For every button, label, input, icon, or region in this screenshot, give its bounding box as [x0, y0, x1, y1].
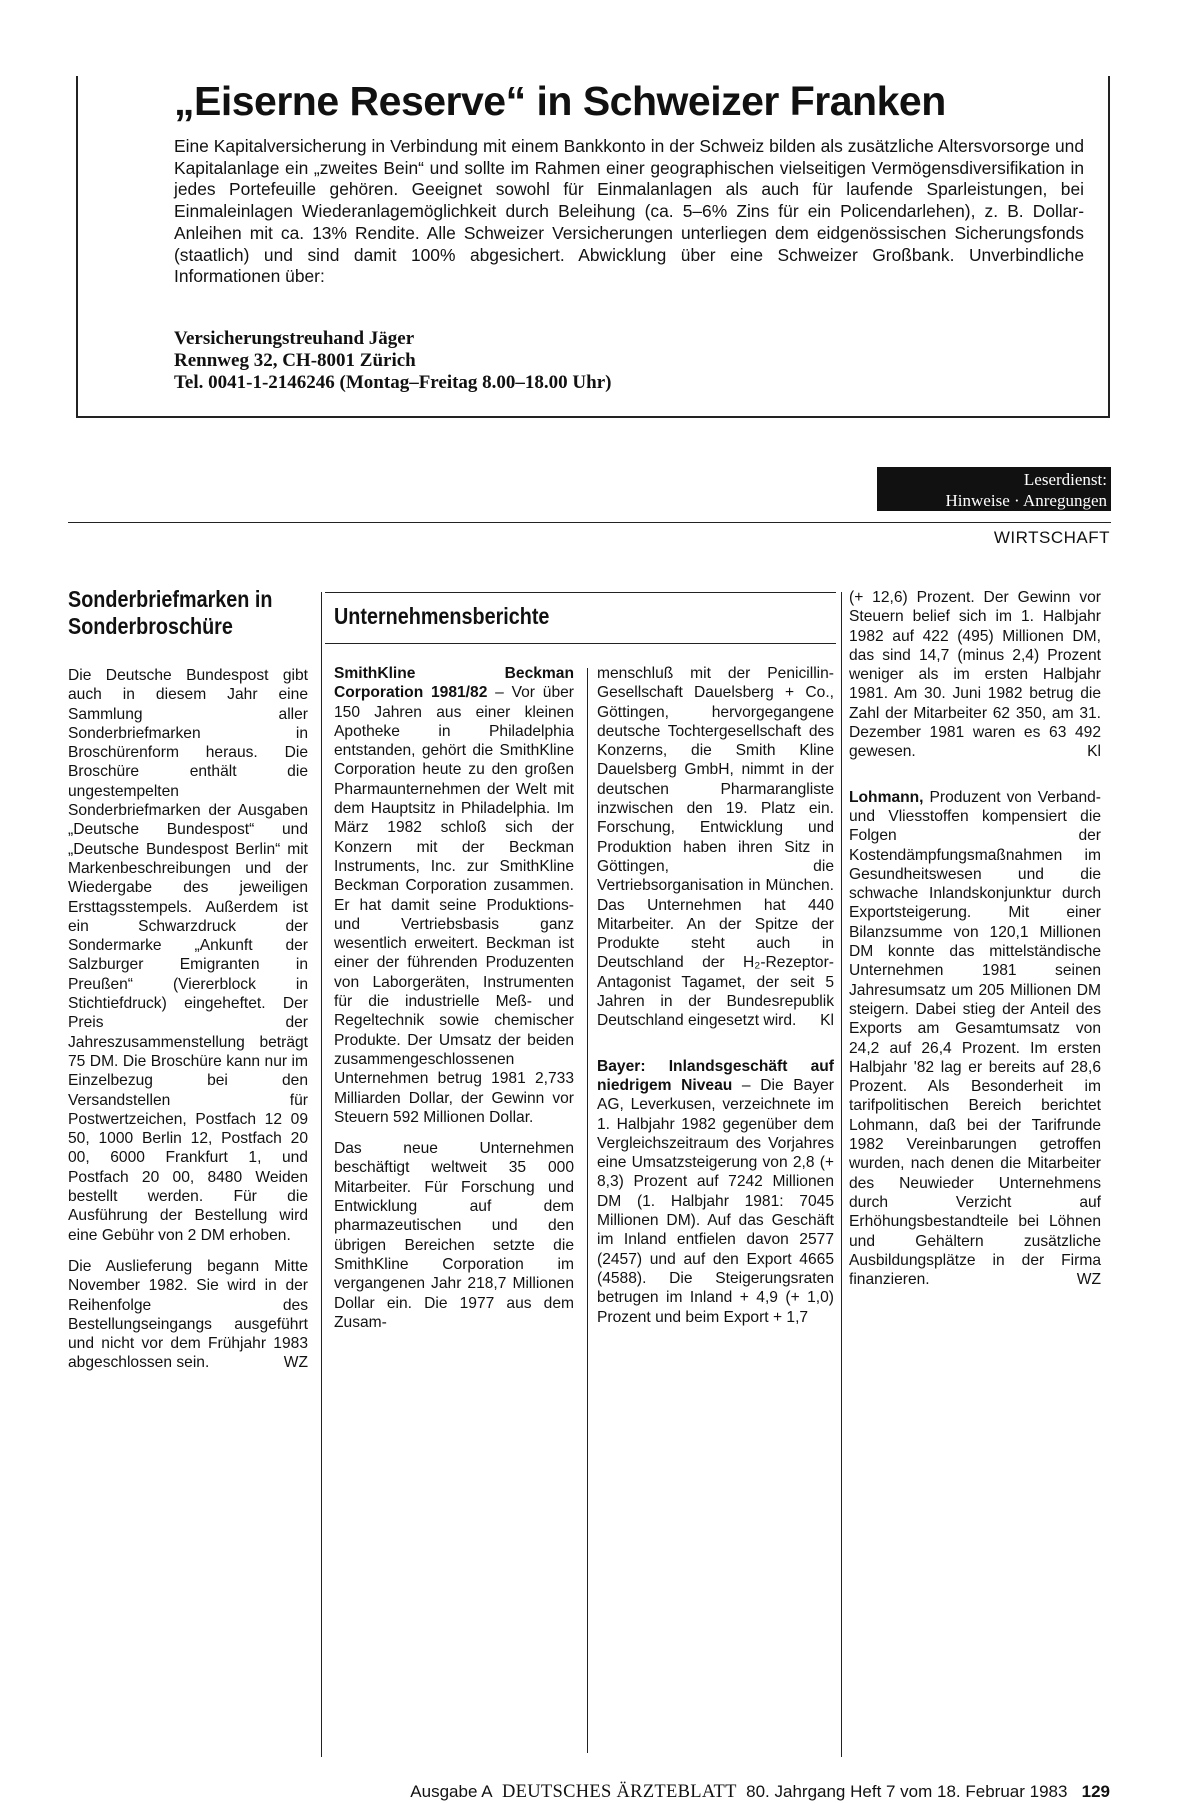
column-divider: [841, 592, 842, 1757]
ad-title: „Eiserne Reserve“ in Schweizer Franken: [174, 78, 946, 124]
col3-lead: Bayer: Inlandsgeschäft auf niedrigem Niveau: [597, 1057, 834, 1094]
author-signature: WZ: [1076, 1271, 1101, 1289]
col4-paragraph-2-text: Produzent von Verband- und Vliesstoffen kompensiert die Folgen der Kostendämpfungsmaßnahmen im Gesundheitswesen und die schwache Inlandskonjunktur durch Exportsteigerung. Mit einer Bilanzsumme von 120,1 Millionen DM konnte das mittelständische Unternehmen 1981 seinen Jahresumsatz um 205 Millionen DM steigern. Dabei stieg der Anteil des Exports am Gesamtumsatz von 24,2 auf 26,4 Prozent. Im ersten Halbjahr '82 lag er bereits auf 28,6 Prozent. Als Besonderheit im tarifpolitischen Bereich berichtet Lohmann, daß bei der Tarifrunde 1982 Vereinbarungen getroffen wurden, nach denen die Mitarbeiter des Neuwieder Unternehmens durch Verzicht auf Erhöhungsbestandteile bei Löhnen und Gehältern zusätzliche Ausbildungsplätze in der Firma finanzieren.: [849, 788, 1101, 1289]
ad-contact-phone: Tel. 0041-1-2146246 (Montag–Freitag 8.00–18.00 Uhr): [174, 372, 612, 393]
col1-paragraph-2: [68, 1257, 308, 1373]
col4-paragraph-1: [849, 588, 1101, 762]
col1-paragraph-2-text: Die Auslieferung begann Mitte November 1982. Sie wird in der Reihenfolge des Bestellungseingangs ausgeführt und nicht vor dem Frühjahr 1983 abgeschlossen sein.: [68, 1257, 308, 1372]
col4-paragraph-2: [849, 788, 1101, 1290]
col4-lead: Lohmann,: [849, 788, 924, 806]
section-rule-bottom: [325, 643, 836, 644]
column-1: [68, 666, 308, 1385]
author-signature: Kl: [820, 1012, 834, 1030]
column-divider: [587, 668, 588, 1753]
footer-edition: Ausgabe A: [410, 1782, 493, 1801]
section-label: WIRTSCHAFT: [993, 528, 1110, 547]
col2-paragraph-1-text: – Vor über 150 Jahren aus einer kleinen Apotheke in Philadelphia entstanden, gehört die SmithKline Corporation heute zu den großen Pharmaunternehmen der Welt mit dem Hauptsitz in Philadelphia. Im März 1982 schloß sich der Konzern mit der Beckman Instruments, Inc. zur SmithKline Beckman Corporation zusammen. Er hat damit seine Produktions- und Vertriebsbasis ganz wesentlich erweitert. Beckman ist einer der führenden Produzenten von Laborgeräten, Instrumenten für die industrielle Meß- und Regeltechnik sowie chemischer Produkte. Der Umsatz der beiden zusammengeschlossenen Unternehmen betrug 1981 2,733 Milliarden Dollar, der Gewinn vor Steuern 592 Millionen Dollar.: [334, 684, 574, 1126]
ad-contact-name: Versicherungstreuhand Jäger: [174, 328, 415, 349]
section-rule-top: [325, 592, 836, 593]
column-divider: [321, 592, 322, 1757]
leserdienst-line1: Leserdienst:: [1023, 470, 1107, 489]
column-4: [849, 588, 1101, 1301]
article-heading-sonderbriefmarken: Sonderbriefmarken in Sonderbroschüre: [68, 586, 273, 639]
footer-magazine: DEUTSCHES ÄRZTEBLATT: [502, 1782, 737, 1802]
footer-issue: 80. Jahrgang Heft 7 vom 18. Februar 1983: [746, 1782, 1068, 1801]
ad-body-text: Eine Kapitalversicherung in Verbindung mit einem Bankkonto in der Schweiz bilden als zusätzliche Altersvorsorge und Kapitalanlage ein „zweites Bein“ und sollte im Rahmen einer geographischen vielseitigen Vermögensdiversifikation in jedes Portefeuille gehören. Geeignet sowohl für Einmalanlagen als auch für laufende Sparleistungen, bei Einmaleinlagen Wiederanlagemöglichkeit durch Beleihung (ca. 5–6% Zins für ein Policendarlehen), z. B. Dollar-Anleihen mit ca. 13% Rendite. Alle Schweizer Versicherungen unterliegen dem eidgenössischen Sicherungsfonds (staatlich) und sind damit 100% abgesichert. Abwicklung über eine Schweizer Großbank. Unverbindliche Informationen über:: [174, 136, 1084, 287]
col3-paragraph-2: [597, 1057, 834, 1327]
leserdienst-line2: Hinweise · Anregungen: [945, 491, 1107, 510]
page-footer: [270, 1781, 1110, 1803]
column-2: [334, 664, 574, 1344]
col2-lead: SmithKline Beckman Corporation 1981/82: [334, 665, 574, 702]
col3-paragraph-1-text: menschluß mit der Penicillin-Gesellschaft Dauelsberg + Co., Göttingen, hervorgegangene deutsche Tochtergesellschaft des Konzerns, die Smith Kline Dauelsberg GmbH, nimmt in der deutschen Pharmarangliste inzwischen den 19. Platz ein. Forschung, Entwicklung und Produktion haben ihren Sitz in Göttingen, die Vertriebsorganisation in München. Das Unternehmen hat 440 Mitarbeiter. An der Spitze der Produkte steht auch in Deutschland der H₂-Rezeptor-Antagonist Tagamet, der seit 5 Jahren in der Bundesrepublik Deutschland eingesetzt wird.: [597, 665, 834, 1030]
author-signature: Kl: [1087, 743, 1101, 761]
section-heading: Unternehmensberichte: [334, 603, 550, 629]
horizontal-divider: [68, 522, 1111, 523]
ad-contact-address: Rennweg 32, CH-8001 Zürich: [174, 350, 416, 371]
author-signature: WZ: [283, 1354, 308, 1372]
col3-paragraph-2-text: – Die Bayer AG, Leverkusen, verzeichnete im 1. Halbjahr 1982 gegenüber dem Vergleichszeitraum des Vorjahres eine Umsatzsteigerung von 2,8 (+ 8,3) Prozent auf 7242 Millionen DM (1. Halbjahr 1981: 7045 Millionen DM). Auf das Geschäft im Inland entfielen davon 2577 (2457) und auf den Export 4665 (4588). Die Steigerungsraten betrugen im Inland + 4,9 (+ 1,0) Prozent und beim Export + 1,7: [597, 1076, 834, 1326]
leserdienst-label: [877, 467, 1111, 511]
page-number: 129: [1081, 1782, 1110, 1801]
col1-paragraph-1: Die Deutsche Bundespost gibt auch in diesem Jahr eine Sammlung aller Sonderbriefmarken in Broschürenform heraus. Die Broschüre enthält die ungestempelten Sonderbriefmarken der Ausgaben „Deutsche Bundespost“ und „Deutsche Bundespost Berlin“ mit Markenbeschreibungen und der Wiedergabe des jeweiligen Ersttagsstempels. Außerdem ist ein Schwarzdruck der Sondermarke „Ankunft der Salzburger Emigranten in Preußen“ (Viererblock in Stichtiefdruck) eingeheftet. Der Preis der Jahreszusammenstellung beträgt 75 DM. Die Broschüre kann nur im Einzelbezug bei den Versandstellen für Postwertzeichen, Postfach 12 09 50, 1000 Berlin 12, Postfach 20 00, 6000 Frankfurt 1, und Postfach 20 00, 8480 Weiden bestellt werden. Für die Ausführung der Bestellung wird eine Gebühr von 2 DM erhoben.: [68, 667, 308, 1244]
col2-paragraph-1: [334, 664, 574, 1127]
col3-paragraph-1: [597, 664, 834, 1031]
column-3: [597, 664, 834, 1339]
ad-contact-block: [174, 328, 1074, 394]
col2-paragraph-2: Das neue Unternehmen beschäftigt weltweit 35 000 Mitarbeiter. Für Forschung und Entwicklung auf dem pharmazeutischen und den übrigen Bereichen setzte die SmithKline Corporation im vergangenen Jahr 218,7 Millionen Dollar ein. Die 1977 aus dem Zusam-: [334, 1140, 574, 1331]
col4-paragraph-1-text: (+ 12,6) Prozent. Der Gewinn vor Steuern belief sich im 1. Halbjahr 1982 auf 422 (495) Millionen DM, das sind 14,7 (minus 2,4) Prozent weniger als im ersten Halbjahr 1981. Am 30. Juni 1982 betrug die Zahl der Mitarbeiter 62 350, am 31. Dezember 1981 waren es 63 492 gewesen.: [849, 589, 1101, 761]
